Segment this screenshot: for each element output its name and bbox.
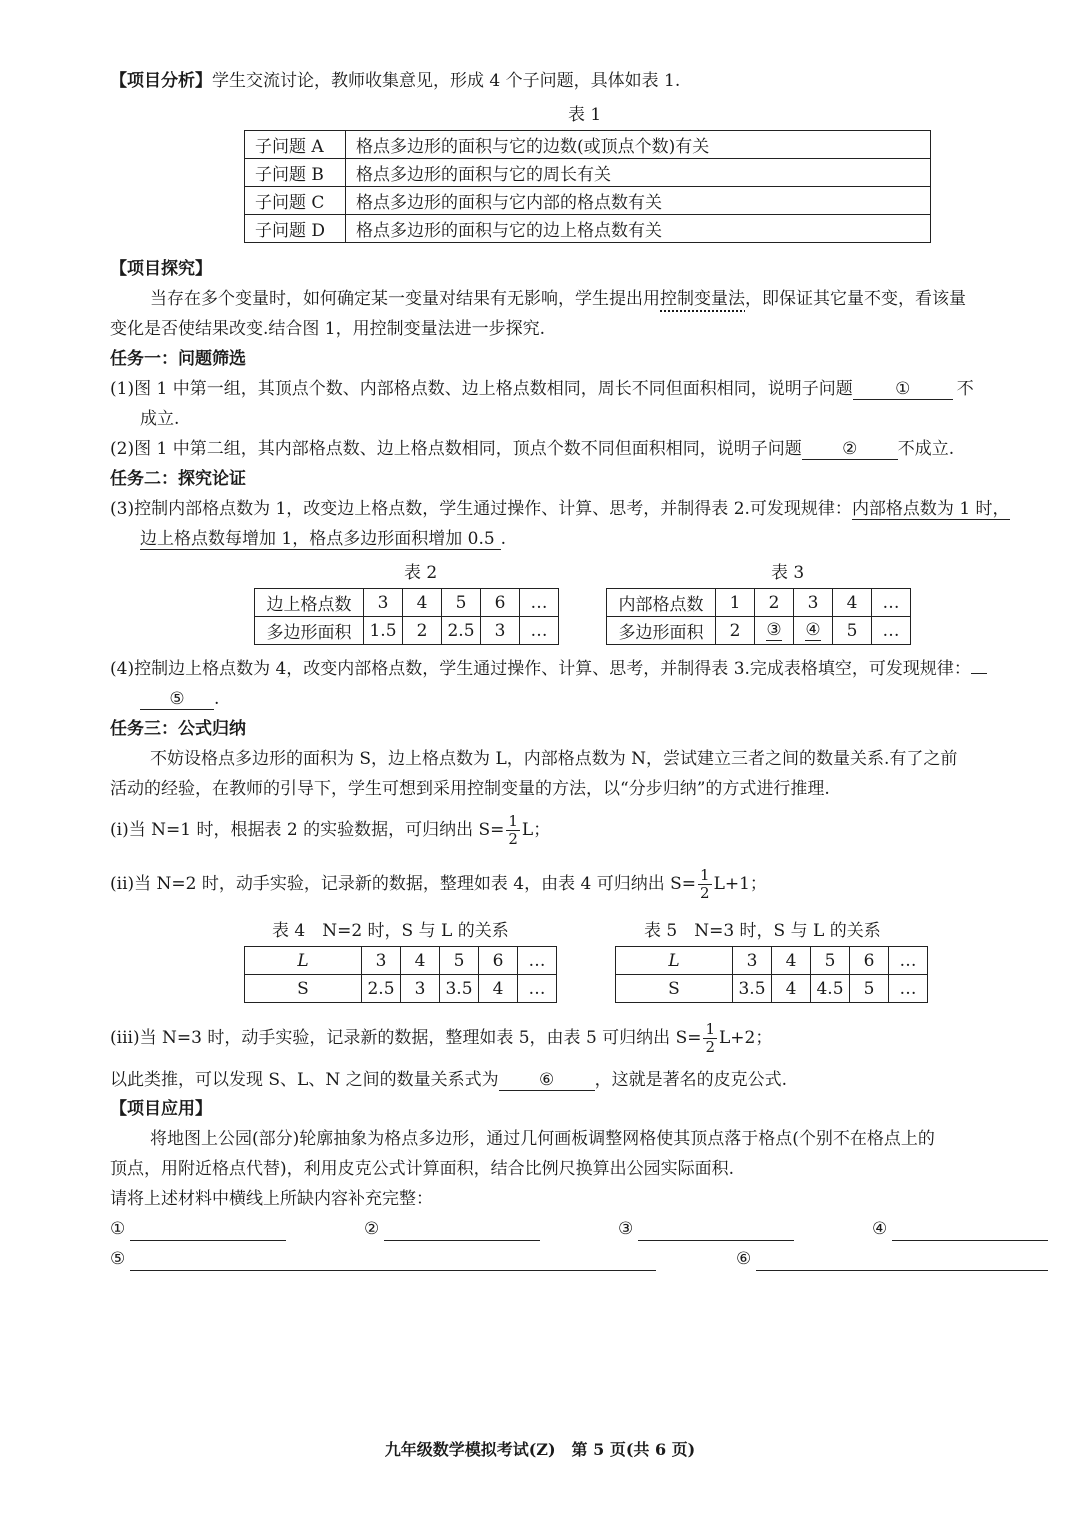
table-cell: … (518, 947, 557, 975)
table-cell: 1 (716, 589, 755, 617)
table-cell: 3 (733, 947, 772, 975)
table-cell: 3 (362, 947, 401, 975)
table-cell: 2 (755, 589, 794, 617)
task2-q4 (110, 658, 987, 680)
underlined-answer: 边上格点数每增加 1，格点多边形面积增加 0.5 (140, 529, 501, 550)
table2 (254, 588, 559, 645)
table-cell: L (245, 947, 362, 975)
blank-3-mark: ③ (766, 620, 782, 640)
underlined-answer: 内部格点数为 1 时， (851, 499, 1010, 519)
table-cell: 6 (479, 947, 518, 975)
table-cell: 3.5 (440, 975, 479, 1003)
table3-caption: 表 3 (771, 563, 805, 583)
explore-heading: 【项目探究】 (110, 259, 212, 279)
analysis-text: 学生交流讨论，教师收集意见，形成 4 个子问题，具体如表 1. (212, 71, 681, 91)
text: (iii)当 N=3 时，动手实验，记录新的数据，整理如表 5，由表 5 可归纳出 S= (110, 1028, 702, 1048)
table-cell-blank-3 (755, 617, 794, 645)
text: L+1； (713, 874, 767, 894)
table4-caption: 表 4 N=2 时，S 与 L 的关系 (272, 921, 509, 941)
table-cell: L (616, 947, 733, 975)
table-cell: 子问题 B (245, 159, 346, 187)
answer-label-6: ⑥ (736, 1249, 752, 1269)
fraction-one-half (698, 867, 712, 902)
table1-caption: 表 1 (568, 105, 602, 125)
task3-step-iii (110, 1018, 772, 1058)
blank-4-mark: ④ (805, 620, 821, 640)
table5 (615, 946, 928, 1003)
table-cell: 3 (481, 617, 520, 645)
analysis-heading: 【项目分析】 (110, 71, 212, 91)
task3-paragraph-2: 活动的经验，在教师的引导下，学生可想到采用控制变量的方法，以“分步归纳”的方式进行推理. (110, 779, 830, 799)
text: . (214, 689, 220, 709)
table-cell: 格点多边形的面积与它的边上格点数有关 (346, 215, 931, 243)
table-cell: 2.5 (442, 617, 481, 645)
table-cell: 6 (481, 589, 520, 617)
answer-label-3: ③ (618, 1219, 634, 1239)
answer-line-6[interactable] (756, 1270, 1048, 1271)
table-cell: S (616, 975, 733, 1003)
answer-label-5: ⑤ (110, 1249, 126, 1269)
text: (4)控制边上格点数为 4，改变内部格点数，学生通过操作、计算、思考，并制得表 3.完成表格填空，可发现规律： (110, 659, 971, 679)
task2-q4-cont (140, 688, 219, 710)
table-row (607, 589, 911, 617)
explore-paragraph-2: 变化是否使结果改变.结合图 1，用控制变量法进一步探究. (110, 319, 546, 339)
fraction-numerator: 1 (700, 866, 710, 884)
apply-heading: 【项目应用】 (110, 1099, 212, 1119)
task3-heading: 任务三：公式归纳 (110, 719, 246, 739)
text: 不成立. (897, 439, 955, 459)
answer-label-4: ④ (872, 1219, 888, 1239)
answer-line-1[interactable] (130, 1240, 286, 1241)
table-row (245, 131, 931, 159)
text: L+2； (719, 1028, 773, 1048)
table-cell: 4 (479, 975, 518, 1003)
task1-heading: 任务一：问题筛选 (110, 349, 246, 369)
table-cell: 子问题 A (245, 131, 346, 159)
table-row (607, 617, 911, 645)
table-cell: 4 (833, 589, 872, 617)
table-cell: 4 (403, 589, 442, 617)
table-cell: … (872, 617, 911, 645)
table-cell: … (520, 617, 559, 645)
table-cell: 5 (440, 947, 479, 975)
answer-line-2[interactable] (384, 1240, 540, 1241)
table-cell: 2.5 (362, 975, 401, 1003)
fraction-numerator: 1 (508, 812, 518, 830)
table-cell: 4.5 (811, 975, 850, 1003)
apply-paragraph-1: 将地图上公园(部分)轮廓抽象为格点多边形，通过几何画板调整网格使其顶点落于格点(个别不在格点上的 (150, 1129, 935, 1149)
answer-label-1: ① (110, 1219, 126, 1239)
table-cell: … (872, 589, 911, 617)
fraction-denominator: 2 (700, 884, 710, 902)
table2-caption: 表 2 (404, 563, 438, 583)
apply-paragraph-2: 顶点，用附近格点代替)，利用皮克公式计算面积，结合比例尺换算出公园实际面积. (110, 1159, 735, 1179)
table-cell: 3 (794, 589, 833, 617)
table-cell: 3 (401, 975, 440, 1003)
apply-paragraph-3: 请将上述材料中横线上所缺内容补充完整： (110, 1189, 433, 1209)
fraction-numerator: 1 (705, 1020, 716, 1038)
table-row (245, 159, 931, 187)
table-cell: 子问题 C (245, 187, 346, 215)
table-cell-blank-4 (794, 617, 833, 645)
explore-paragraph-1 (150, 288, 966, 310)
analysis-line (110, 70, 680, 92)
text: . (500, 529, 507, 549)
table-cell: 1.5 (364, 617, 403, 645)
table5-caption: 表 5 N=3 时，S 与 L 的关系 (644, 921, 881, 941)
table-cell: 5 (850, 975, 889, 1003)
task3-step-ii (110, 864, 767, 904)
blank-5-start (971, 673, 987, 674)
table-cell: 子问题 D (245, 215, 346, 243)
task3-step-i (110, 810, 550, 850)
text: ，即保证其它量不变，看该量 (745, 289, 966, 309)
table-cell: 2 (403, 617, 442, 645)
task1-q1 (110, 378, 974, 400)
blank-1: ① (853, 379, 953, 400)
table-row (245, 187, 931, 215)
table-cell: 5 (833, 617, 872, 645)
table-cell: 5 (442, 589, 481, 617)
table-cell: 3.5 (733, 975, 772, 1003)
table-row (255, 617, 559, 645)
table-cell: 格点多边形的面积与它的边数(或顶点个数)有关 (346, 131, 931, 159)
text: 以此类推，可以发现 S、L、N 之间的数量关系式为 (110, 1070, 499, 1090)
table1 (244, 130, 931, 243)
table-cell: 内部格点数 (607, 589, 716, 617)
blank-6: ⑥ (499, 1070, 595, 1091)
answer-line-3[interactable] (638, 1240, 794, 1241)
table-row (255, 589, 559, 617)
table-cell: … (889, 947, 928, 975)
task1-q2 (110, 438, 954, 460)
table-row (616, 975, 928, 1003)
fraction-one-half (506, 813, 520, 848)
table-cell: 4 (772, 975, 811, 1003)
table-cell: 4 (401, 947, 440, 975)
table-cell: … (518, 975, 557, 1003)
task3-conclusion (110, 1069, 787, 1091)
table-cell: S (245, 975, 362, 1003)
task1-q1-cont: 成立. (140, 409, 180, 429)
table-cell: 5 (811, 947, 850, 975)
table-cell: … (889, 975, 928, 1003)
text: (ii)当 N=2 时，动手实验，记录新的数据，整理如表 4，由表 4 可归纳出 S= (110, 874, 697, 894)
task2-q3-cont (140, 528, 506, 550)
table-cell: … (520, 589, 559, 617)
table-cell: 2 (716, 617, 755, 645)
table-row (245, 947, 557, 975)
dotted-emphasis: 控制变量法 (660, 289, 745, 309)
text: 不 (956, 379, 974, 399)
text: L； (521, 820, 551, 840)
fraction-one-half (703, 1021, 717, 1056)
answer-label-2: ② (364, 1219, 380, 1239)
blank-2: ② (802, 439, 898, 460)
table-row (616, 947, 928, 975)
table-row (245, 975, 557, 1003)
answer-line-4[interactable] (892, 1240, 1048, 1241)
table-cell: 格点多边形的面积与它的周长有关 (346, 159, 931, 187)
page-footer: 九年级数学模拟考试(Z) 第 5 页(共 6 页) (384, 1440, 696, 1459)
table3 (606, 588, 911, 645)
text: (i)当 N=1 时，根据表 2 的实验数据，可归纳出 S= (110, 820, 505, 840)
table-cell: 格点多边形的面积与它内部的格点数有关 (346, 187, 931, 215)
table-cell: 多边形面积 (255, 617, 364, 645)
task2-heading: 任务二：探究论证 (110, 469, 246, 489)
text: (2)图 1 中第二组，其内部格点数、边上格点数相同，顶点个数不同但面积相同，说明子问题 (110, 439, 802, 459)
text: (1)图 1 中第一组，其顶点个数、内部格点数、边上格点数相同，周长不同但面积相同，说明子问题 (110, 379, 853, 399)
table-cell: 3 (364, 589, 403, 617)
blank-5: ⑤ (140, 689, 214, 710)
task2-q3 (110, 498, 1010, 520)
table4 (244, 946, 557, 1003)
fraction-denominator: 2 (508, 830, 518, 848)
answer-line-5[interactable] (130, 1270, 656, 1271)
table-cell: 6 (850, 947, 889, 975)
text: ，这就是著名的皮克公式. (594, 1070, 788, 1090)
table-row (245, 215, 931, 243)
text: (3)控制内部格点数为 1，改变边上格点数，学生通过操作、计算、思考，并制得表 2.可发现规律： (110, 499, 852, 519)
fraction-denominator: 2 (705, 1038, 716, 1056)
task3-paragraph-1: 不妨设格点多边形的面积为 S，边上格点数为 L，内部格点数为 N，尝试建立三者之间的数量关系.有了之前 (150, 749, 958, 769)
text: 当存在多个变量时，如何确定某一变量对结果有无影响，学生提出用 (150, 289, 660, 309)
table-cell: 4 (772, 947, 811, 975)
table-cell: 边上格点数 (255, 589, 364, 617)
table-cell: 多边形面积 (607, 617, 716, 645)
